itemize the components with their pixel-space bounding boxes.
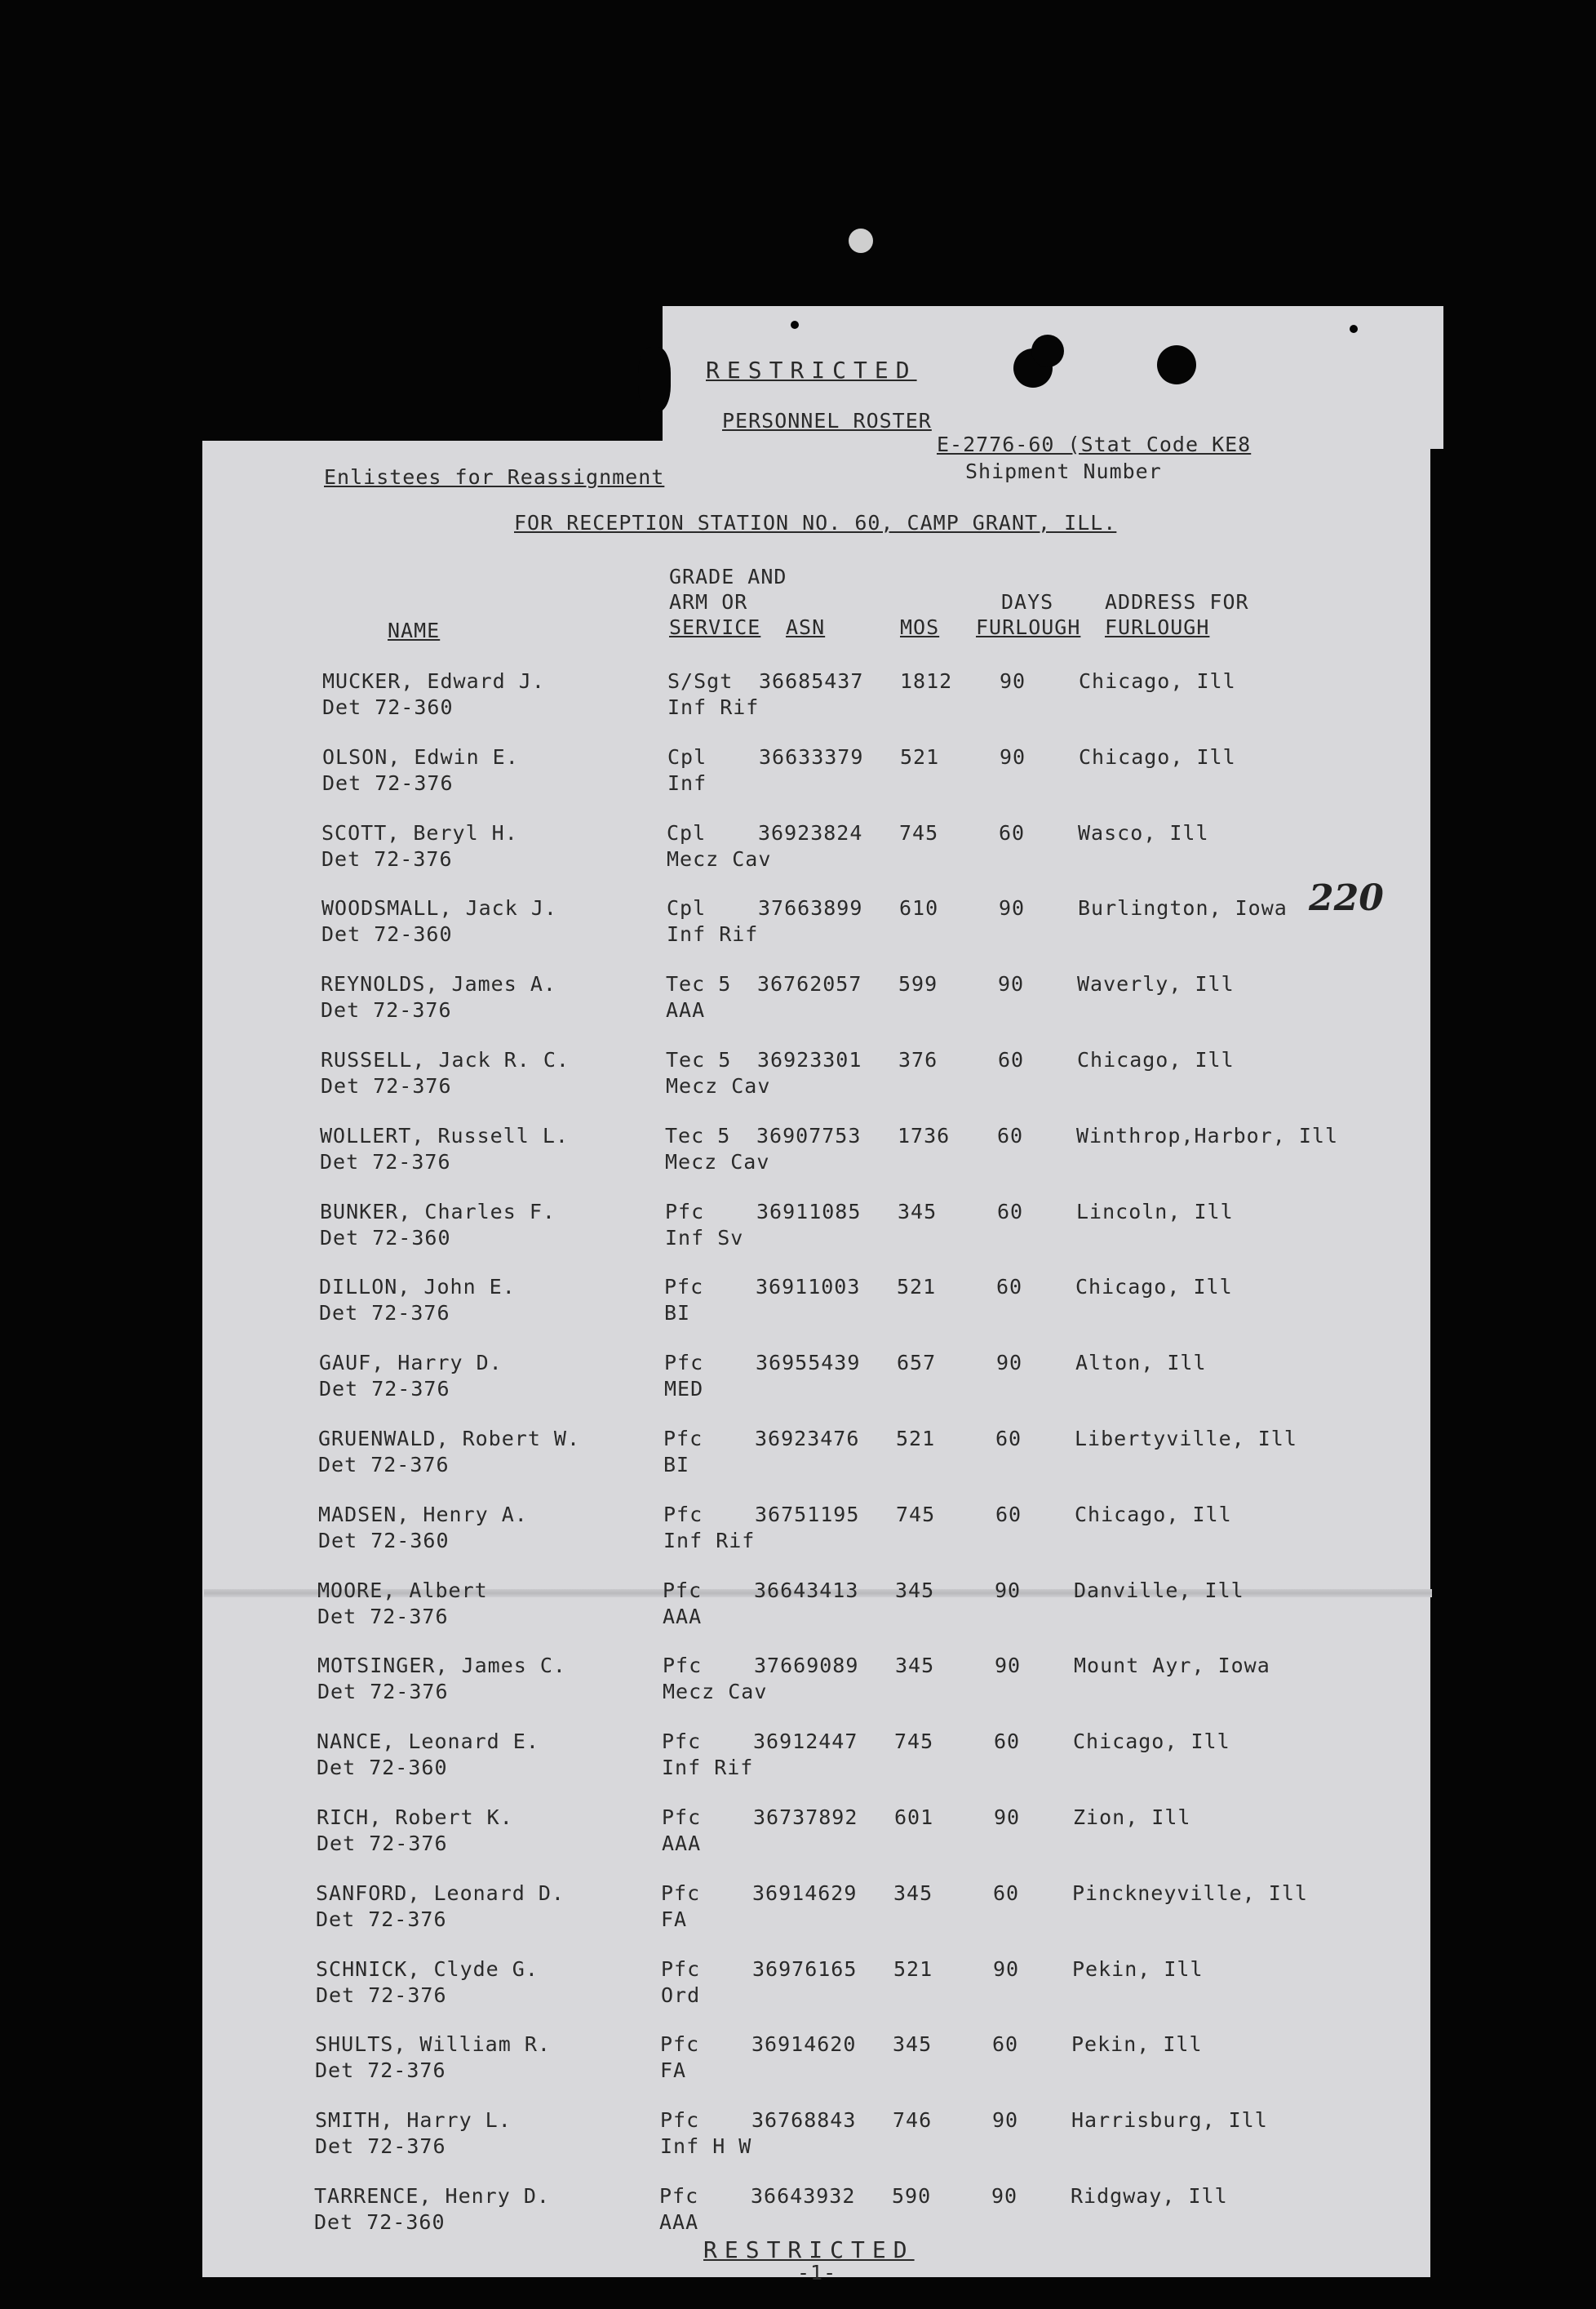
row-mos: 521 (893, 1957, 933, 1981)
row-detachment: Det 72-376 (316, 1983, 447, 2007)
row-mos: 521 (897, 1275, 937, 1299)
row-name: MADSEN, Henry A. (318, 1503, 528, 1526)
row-service: AAA (659, 2210, 699, 2234)
row-name: WOODSMALL, Jack J. (321, 896, 557, 920)
row-mos: 345 (893, 1881, 933, 1905)
table-row (0, 1730, 1596, 1795)
row-asn: 36907753 (756, 1124, 862, 1148)
row-address: Chicago, Ill (1075, 1275, 1233, 1299)
row-detachment: Det 72-376 (317, 1680, 449, 1703)
row-detachment: Det 72-376 (319, 1377, 450, 1401)
row-name: SCOTT, Beryl H. (321, 821, 518, 845)
row-address: Waverly, Ill (1077, 972, 1235, 996)
row-mos: 521 (900, 745, 940, 769)
row-days: 60 (995, 1427, 1022, 1450)
row-name: NANCE, Leonard E. (317, 1730, 539, 1753)
row-grade: Cpl (667, 745, 707, 769)
row-service: AAA (662, 1832, 702, 1855)
roster-title: PERSONNEL ROSTER (722, 409, 932, 433)
row-name: SHULTS, William R. (315, 2032, 551, 2056)
row-grade: Pfc (664, 1351, 704, 1374)
col-grade-line2: ARM OR (669, 590, 748, 614)
row-service: Inf Rif (663, 1529, 756, 1552)
table-row (0, 1048, 1596, 1113)
row-asn: 36685437 (759, 669, 864, 693)
row-name: BUNKER, Charles F. (320, 1200, 556, 1223)
table-row (0, 2032, 1596, 2098)
row-service: Mecz Cav (667, 847, 772, 871)
row-name: MUCKER, Edward J. (322, 669, 545, 693)
row-asn: 36955439 (756, 1351, 861, 1374)
row-mos: 376 (898, 1048, 938, 1072)
row-grade: Pfc (661, 1957, 701, 1981)
row-name: SMITH, Harry L. (315, 2108, 512, 2132)
row-address: Lincoln, Ill (1076, 1200, 1234, 1223)
row-grade: Tec 5 (666, 972, 732, 996)
row-days: 90 (995, 1654, 1022, 1677)
row-grade: Tec 5 (666, 1048, 732, 1072)
row-detachment: Det 72-376 (321, 998, 452, 1022)
row-grade: Pfc (662, 1805, 702, 1829)
row-days: 90 (995, 1579, 1022, 1602)
row-days: 60 (997, 1124, 1024, 1148)
row-address: Pinckneyville, Ill (1072, 1881, 1308, 1905)
speck (1350, 325, 1358, 333)
row-name: DILLON, John E. (319, 1275, 516, 1299)
row-detachment: Det 72-360 (314, 2210, 446, 2234)
restricted-header: RESTRICTED (706, 357, 917, 384)
row-asn: 36923476 (755, 1427, 860, 1450)
row-grade: S/Sgt (667, 669, 734, 693)
table-row (0, 669, 1596, 735)
table-row (0, 1579, 1596, 1644)
row-detachment: Det 72-376 (322, 771, 454, 795)
col-furlough: FURLOUGH (976, 615, 1081, 639)
row-detachment: Det 72-360 (317, 1756, 448, 1779)
row-asn: 36633379 (759, 745, 864, 769)
row-days: 90 (996, 1351, 1023, 1374)
table-row (0, 1805, 1596, 1871)
row-detachment: Det 72-360 (321, 922, 453, 946)
row-days: 90 (998, 972, 1025, 996)
punch-hole-right (1157, 345, 1196, 384)
row-asn: 36643932 (751, 2184, 856, 2208)
row-days: 60 (996, 1275, 1023, 1299)
row-asn: 36643413 (754, 1579, 859, 1602)
row-service: Ord (661, 1983, 701, 2007)
row-asn: 37663899 (758, 896, 863, 920)
table-row (0, 1124, 1596, 1189)
col-service: SERVICE (669, 615, 761, 639)
row-service: Inf Sv (665, 1226, 744, 1250)
row-days: 90 (992, 2108, 1019, 2132)
row-detachment: Det 72-376 (321, 1074, 452, 1098)
punch-hole-tear (1031, 335, 1064, 367)
row-asn: 36911003 (756, 1275, 861, 1299)
table-row (0, 972, 1596, 1037)
row-address: Harrisburg, Ill (1071, 2108, 1268, 2132)
table-row (0, 1351, 1596, 1416)
row-name: OLSON, Edwin E. (322, 745, 519, 769)
row-detachment: Det 72-376 (320, 1150, 451, 1174)
row-grade: Pfc (659, 2184, 699, 2208)
col-asn: ASN (786, 615, 826, 639)
row-grade: Cpl (667, 821, 707, 845)
row-mos: 345 (895, 1579, 935, 1602)
row-asn: 36976165 (752, 1957, 858, 1981)
page-stamp: 220 (1309, 877, 1384, 919)
row-address: Danville, Ill (1074, 1579, 1244, 1602)
row-grade: Pfc (660, 2032, 700, 2056)
row-service: BI (664, 1301, 691, 1325)
row-grade: Pfc (660, 2108, 700, 2132)
row-address: Chicago, Ill (1079, 745, 1236, 769)
row-name: RUSSELL, Jack R. C. (321, 1048, 570, 1072)
row-name: GRUENWALD, Robert W. (318, 1427, 581, 1450)
row-grade: Pfc (664, 1275, 704, 1299)
table-row (0, 896, 1596, 961)
row-days: 90 (994, 1805, 1021, 1829)
shipment-label: Shipment Number (965, 460, 1162, 483)
row-service: Inf H W (660, 2134, 752, 2158)
row-name: MOORE, Albert (317, 1579, 488, 1602)
row-detachment: Det 72-376 (318, 1453, 450, 1476)
row-mos: 599 (898, 972, 938, 996)
row-mos: 601 (894, 1805, 934, 1829)
row-grade: Pfc (665, 1200, 705, 1223)
row-detachment: Det 72-376 (316, 1907, 447, 1931)
row-detachment: Det 72-360 (318, 1529, 450, 1552)
table-row (0, 1427, 1596, 1492)
row-asn: 36914629 (752, 1881, 858, 1905)
row-mos: 745 (896, 1503, 936, 1526)
row-address: Winthrop,Harbor, Ill (1076, 1124, 1339, 1148)
row-service: Inf Rif (667, 695, 760, 719)
row-asn: 36914620 (751, 2032, 857, 2056)
row-mos: 746 (893, 2108, 933, 2132)
row-service: Mecz Cav (665, 1150, 770, 1174)
row-mos: 1812 (900, 669, 953, 693)
row-mos: 745 (899, 821, 939, 845)
row-mos: 345 (898, 1200, 938, 1223)
row-address: Zion, Ill (1073, 1805, 1191, 1829)
row-mos: 345 (895, 1654, 935, 1677)
row-asn: 36923301 (757, 1048, 862, 1072)
table-row (0, 1654, 1596, 1719)
row-service: Mecz Cav (663, 1680, 768, 1703)
row-address: Chicago, Ill (1073, 1730, 1230, 1753)
row-grade: Pfc (663, 1427, 703, 1450)
row-address: Wasco, Ill (1078, 821, 1209, 845)
row-days: 60 (995, 1503, 1022, 1526)
row-address: Mount Ayr, Iowa (1074, 1654, 1270, 1677)
row-detachment: Det 72-360 (320, 1226, 451, 1250)
row-address: Pekin, Ill (1071, 2032, 1203, 2056)
row-days: 60 (994, 1730, 1021, 1753)
row-mos: 521 (896, 1427, 936, 1450)
row-days: 60 (992, 2032, 1019, 2056)
row-name: WOLLERT, Russell L. (320, 1124, 569, 1148)
row-service: MED (664, 1377, 704, 1401)
row-days: 90 (999, 896, 1026, 920)
row-asn: 36762057 (757, 972, 862, 996)
row-asn: 36911085 (756, 1200, 862, 1223)
table-row (0, 1881, 1596, 1947)
row-detachment: Det 72-376 (321, 847, 453, 871)
row-name: SCHNICK, Clyde G. (316, 1957, 539, 1981)
row-name: GAUF, Harry D. (319, 1351, 503, 1374)
row-grade: Pfc (663, 1654, 703, 1677)
row-days: 90 (1000, 745, 1026, 769)
row-service: Inf (667, 771, 707, 795)
row-days: 90 (991, 2184, 1018, 2208)
table-row (0, 1200, 1596, 1265)
row-service: BI (663, 1453, 690, 1476)
row-service: FA (661, 1907, 688, 1931)
row-grade: Tec 5 (665, 1124, 731, 1148)
row-days: 60 (993, 1881, 1020, 1905)
row-days: 60 (997, 1200, 1024, 1223)
col-name: NAME (388, 619, 441, 642)
restricted-footer: RESTRICTED (703, 2236, 915, 2263)
row-detachment: Det 72-376 (317, 1832, 448, 1855)
row-name: TARRENCE, Henry D. (314, 2184, 550, 2208)
row-mos: 345 (893, 2032, 933, 2056)
row-asn: 36912447 (753, 1730, 858, 1753)
row-name: SANFORD, Leonard D. (316, 1881, 565, 1905)
enlistees-label: Enlistees for Reassignment (324, 465, 665, 489)
row-grade: Pfc (661, 1881, 701, 1905)
row-address: Chicago, Ill (1079, 669, 1236, 693)
row-address: Libertyville, Ill (1075, 1427, 1297, 1450)
row-mos: 1736 (898, 1124, 951, 1148)
col-mos: MOS (900, 615, 940, 639)
row-service: Mecz Cav (666, 1074, 771, 1098)
col-grade-line1: GRADE AND (669, 565, 787, 588)
row-address: Chicago, Ill (1077, 1048, 1235, 1072)
table-row (0, 1957, 1596, 2023)
col-address-line2: FURLOUGH (1105, 615, 1210, 639)
row-asn: 37669089 (754, 1654, 859, 1677)
row-days: 90 (993, 1957, 1020, 1981)
row-address: Pekin, Ill (1072, 1957, 1204, 1981)
table-row (0, 2108, 1596, 2174)
torn-edge (638, 347, 671, 412)
row-name: RICH, Robert K. (317, 1805, 513, 1829)
row-service: AAA (666, 998, 706, 1022)
table-row (0, 821, 1596, 886)
row-asn: 36737892 (753, 1805, 858, 1829)
row-asn: 36751195 (755, 1503, 860, 1526)
shipment-code: E-2776-60 (Stat Code KE8 (937, 433, 1252, 456)
table-row (0, 1503, 1596, 1568)
col-days: DAYS (1001, 590, 1054, 614)
debris-spot (849, 229, 873, 253)
row-asn: 36923824 (758, 821, 863, 845)
row-detachment: Det 72-376 (319, 1301, 450, 1325)
row-grade: Cpl (667, 896, 707, 920)
row-asn: 36768843 (751, 2108, 857, 2132)
station-line: FOR RECEPTION STATION NO. 60, CAMP GRANT, ILL. (514, 511, 1117, 535)
table-row (0, 745, 1596, 810)
col-address-line1: ADDRESS FOR (1105, 590, 1249, 614)
row-address: Ridgway, Ill (1071, 2184, 1228, 2208)
row-address: Alton, Ill (1075, 1351, 1207, 1374)
row-mos: 657 (897, 1351, 937, 1374)
row-service: Inf Rif (662, 1756, 754, 1779)
row-service: AAA (663, 1605, 703, 1628)
row-name: REYNOLDS, James A. (321, 972, 556, 996)
row-mos: 610 (899, 896, 939, 920)
row-days: 60 (998, 1048, 1025, 1072)
row-detachment: Det 72-376 (317, 1605, 449, 1628)
row-days: 90 (1000, 669, 1026, 693)
row-grade: Pfc (663, 1503, 703, 1526)
row-name: MOTSINGER, James C. (317, 1654, 566, 1677)
row-service: FA (660, 2058, 687, 2082)
row-grade: Pfc (662, 1730, 702, 1753)
row-detachment: Det 72-360 (322, 695, 454, 719)
row-mos: 590 (892, 2184, 932, 2208)
row-detachment: Det 72-376 (315, 2134, 446, 2158)
speck (791, 321, 799, 329)
page-number: -1- (797, 2261, 837, 2285)
row-service: Inf Rif (667, 922, 759, 946)
row-days: 60 (999, 821, 1026, 845)
row-address: Burlington, Iowa (1078, 896, 1288, 920)
row-grade: Pfc (663, 1579, 703, 1602)
row-detachment: Det 72-376 (315, 2058, 446, 2082)
row-mos: 745 (894, 1730, 934, 1753)
table-row (0, 1275, 1596, 1340)
row-address: Chicago, Ill (1075, 1503, 1232, 1526)
